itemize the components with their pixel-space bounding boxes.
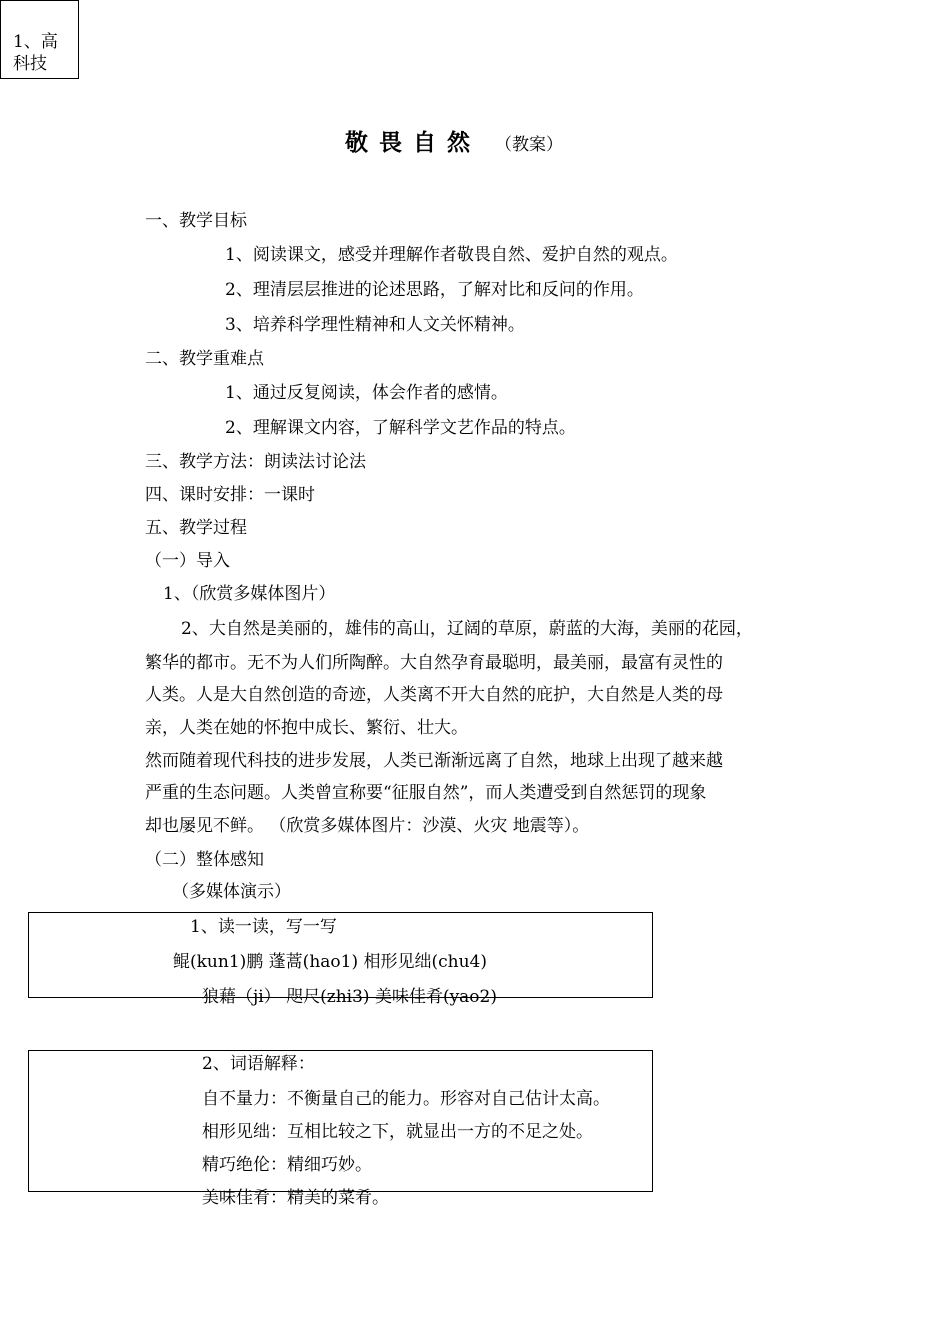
intro-paragraph2-line2: 严重的生态问题。人类曾宣称要“征服自然”，而人类遭受到自然惩罚的现象 (145, 783, 707, 803)
section-heading-methods: 三、教学方法：朗读法讨论法 (145, 452, 366, 472)
section-heading-schedule: 四、课时安排：一课时 (145, 485, 315, 505)
intro-paragraph-line3: 人类。人是大自然创造的奇迹，人类离不开大自然的庇护，大自然是人类的母 (145, 685, 723, 705)
corner-label-box (0, 0, 79, 79)
vocab-row-1: 鲲(kun1)鹏 蓬蒿(hao1) 相形见绌(chu4) (173, 952, 487, 972)
intro-paragraph2-line3: 却也屡见不鲜。 （欣赏多媒体图片：沙漠、火灾 地震等）。 (145, 816, 590, 836)
corner-label-line2: 科技 (13, 54, 47, 74)
title-main: 敬畏自然 (345, 130, 481, 156)
title-subtitle: （教案） (495, 135, 563, 155)
vocab-box-heading: 1、读一读，写一写 (190, 917, 337, 937)
document-title (345, 124, 563, 157)
overview-multimedia-note: （多媒体演示） (172, 882, 291, 902)
intro-paragraph-line2: 繁华的都市。无不为人们所陶醉。大自然孕育最聪明，最美丽，最富有灵性的 (145, 653, 723, 673)
definitions-heading: 2、词语解释： (202, 1054, 315, 1074)
goal-item-2: 2、理清层层推进的论述思路，了解对比和反问的作用。 (225, 280, 644, 300)
vocab-row-2: 狼藉（ji） 咫尺(zhi3) 美味佳肴(yao2) (202, 987, 497, 1007)
intro-paragraph-line4: 亲，人类在她的怀抱中成长、繁衍、壮大。 (145, 718, 468, 738)
intro-paragraph2-line1: 然而随着现代科技的进步发展，人类已渐渐远离了自然，地球上出现了越来越 (145, 751, 723, 771)
section-heading-goals: 一、教学目标 (145, 211, 247, 231)
intro-paragraph-line1: 2、大自然是美丽的，雄伟的高山，辽阔的草原，蔚蓝的大海，美丽的花园， (181, 619, 753, 639)
subsection-intro: （一）导入 (145, 551, 230, 571)
section-heading-keypoints: 二、教学重难点 (145, 349, 264, 369)
section-heading-process: 五、教学过程 (145, 518, 247, 538)
intro-item-1: 1、（欣赏多媒体图片） (163, 584, 336, 604)
keypoint-item-2: 2、理解课文内容，了解科学文艺作品的特点。 (225, 418, 576, 438)
definition-item-1: 自不量力：不衡量自己的能力。形容对自己估计太高。 (202, 1089, 610, 1109)
definition-item-2: 相形见绌：互相比较之下，就显出一方的不足之处。 (202, 1122, 593, 1142)
goal-item-1: 1、阅读课文，感受并理解作者敬畏自然、爱护自然的观点。 (225, 245, 678, 265)
subsection-overview: （二）整体感知 (145, 850, 264, 870)
keypoint-item-1: 1、通过反复阅读，体会作者的感情。 (225, 383, 508, 403)
corner-label-line1: 1、高 (13, 32, 58, 52)
definition-item-4: 美味佳肴：精美的菜肴。 (202, 1188, 389, 1208)
definition-item-3: 精巧绝伦：精细巧妙。 (202, 1155, 372, 1175)
goal-item-3: 3、培养科学理性精神和人文关怀精神。 (225, 315, 525, 335)
